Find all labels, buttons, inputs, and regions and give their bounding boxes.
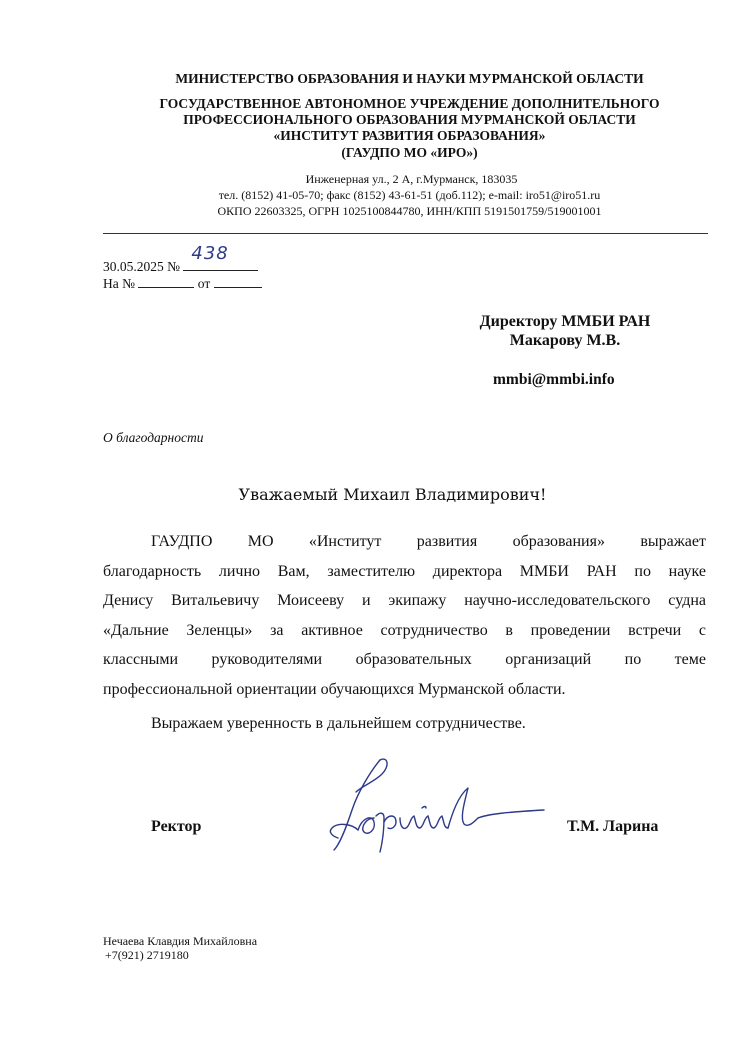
signatory-position: Ректор [151, 818, 202, 835]
handwritten-signature [318, 752, 548, 857]
body-line-text: «Дальние Зеленцы» за активное сотрудничество в проведении встречи с [103, 621, 706, 639]
addressee-position: Директору ММБИ РАН [479, 313, 651, 330]
signatory-name: Т.М. Ларина [567, 818, 659, 835]
letter-greeting: Уважаемый Михаил Владимирович! [238, 485, 547, 504]
body-line [103, 557, 706, 587]
body-line-text: Денису Витальевичу Моисееву и экипажу научно-исследовательского судна [103, 592, 706, 609]
institution-address: Инженерная ул., 2 А, г.Мурманск, 183035 [305, 172, 518, 186]
outgoing-date-label: 30.05.2025 № [103, 259, 181, 274]
body-line-last: профессиональной ориентации обучающихся Мурманской области. [103, 680, 566, 698]
letter-subject: О благодарности [103, 430, 204, 445]
institution-contacts: тел. (8152) 41-05-70; факс (8152) 43-61-51 (доб.112); e-mail: iro51@iro51.ru [218, 188, 601, 202]
executor-name: Нечаева Клавдия Михайловна [103, 934, 258, 948]
incoming-reference [103, 274, 262, 292]
addressee-name: Макарову М.В. [509, 332, 621, 349]
reply-number-label: На № [103, 276, 135, 291]
body-line-text: благодарность лично Вам, заместителю директора ММБИ РАН по науке [103, 562, 706, 580]
body-line [103, 616, 706, 646]
outgoing-registration [103, 243, 258, 275]
header-divider [103, 233, 708, 234]
body-line [103, 645, 706, 675]
reply-date-blank [214, 274, 262, 288]
body-line-text: ГАУДПО МО «Институт развития образования» выражает [151, 533, 706, 550]
body-line [103, 527, 706, 557]
body-paragraph-1 [103, 527, 706, 704]
body-line-text: классными руководителями образовательных организаций по теме [103, 651, 706, 668]
reply-date-label: от [197, 276, 211, 291]
addressee-email: mmbi@mmbi.info [493, 371, 615, 388]
institution-registry-codes: ОКПО 22603325, ОГРН 1025100844780, ИНН/КПП 5191501759/519001001 [217, 204, 602, 218]
body-paragraph-2: Выражаем уверенность в дальнейшем сотрудничестве. [151, 715, 526, 732]
body-line [103, 586, 706, 616]
outgoing-number-field [183, 243, 258, 271]
reply-number-blank [138, 274, 194, 288]
ministry-name: МИНИСТЕРСТВО ОБРАЗОВАНИЯ И НАУКИ МУРМАНСКОЙ ОБЛАСТИ [175, 71, 644, 86]
institution-name-line1: ГОСУДАРСТВЕННОЕ АВТОНОМНОЕ УЧРЕЖДЕНИЕ ДОПОЛНИТЕЛЬНОГО [159, 96, 660, 111]
outgoing-number: 438 [191, 243, 229, 264]
institution-name-line2: ПРОФЕССИОНАЛЬНОГО ОБРАЗОВАНИЯ МУРМАНСКОЙ ОБЛАСТИ [183, 112, 636, 127]
institution-short-name: (ГАУДПО МО «ИРО») [341, 145, 478, 160]
executor-phone: +7(921) 2719180 [105, 948, 189, 962]
institution-name-line3: «ИНСТИТУТ РАЗВИТИЯ ОБРАЗОВАНИЯ» [273, 128, 546, 143]
